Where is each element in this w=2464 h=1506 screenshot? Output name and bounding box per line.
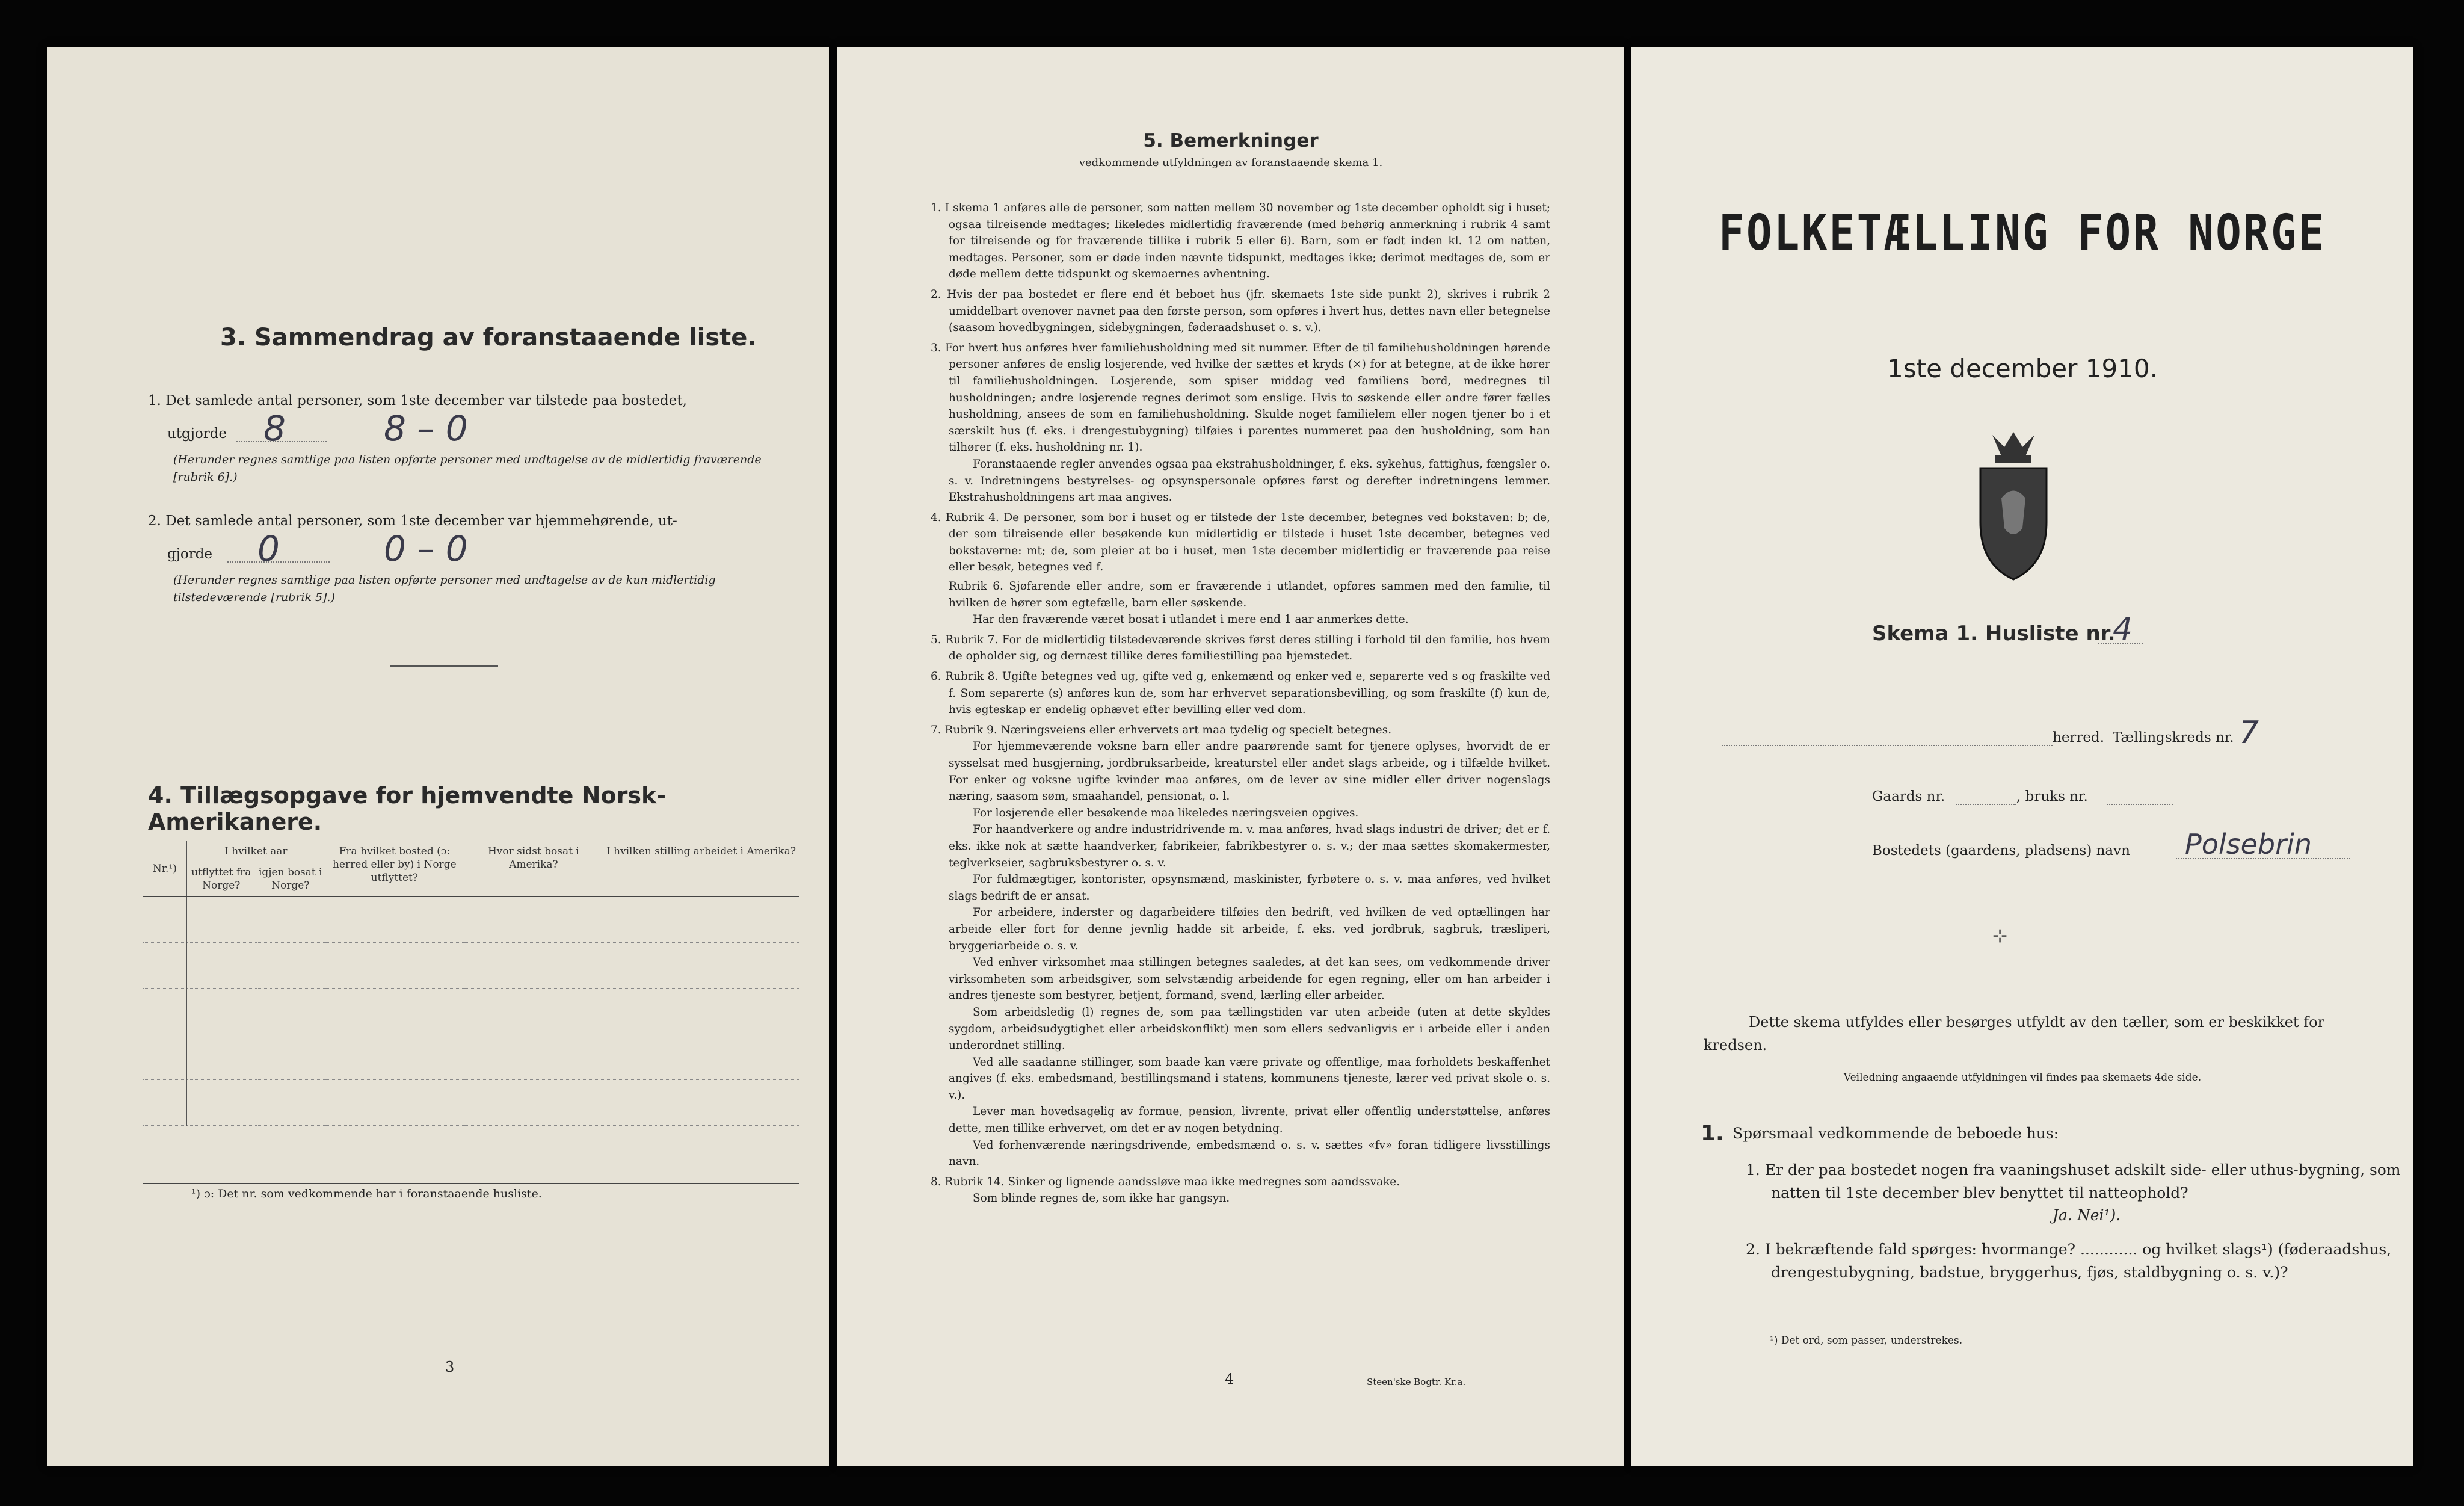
col-occupation: I hvilken stilling arbeidet i Amerika?	[603, 841, 799, 897]
table-cell[interactable]	[603, 943, 799, 989]
handwritten-value: 0	[257, 528, 280, 569]
col-emigrated: utflyttet fra Norge?	[186, 862, 256, 897]
divider	[390, 665, 498, 667]
herred-label: herred.	[2053, 730, 2105, 745]
paragraph: 7. Rubrik 9. Næringsveiens eller erhvervets art maa tydelig og specielt betegnes.	[931, 723, 1392, 736]
table-cell[interactable]	[256, 897, 325, 943]
paragraph: Ved alle saadanne stillinger, som baade kan være private og offentlige, maa forholdets beskaffenhet angives (f. eks. embedsmand, bestillingsmand i statens, kommunens tjeneste, lærer ved privat skole o. s. v.).	[949, 1055, 1550, 1102]
paragraph: Lever man hovedsagelig av formue, pension, livrente, privat eller offentlig understøttelse, anføres dette, men tillike erhvervet, om det er av nogen betydning.	[949, 1105, 1550, 1135]
paragraph: Foranstaaende regler anvendes ogsaa paa ekstrahusholdninger, f. eks. sykehus, fattighus, fængsler o. s. v. Indretningens bestyrelses- og opsynspersonale opføres først og derefter indretningens lemmer. Ekstrahusholdningens art maa angives.	[949, 457, 1550, 504]
table-cell[interactable]	[143, 943, 186, 989]
questions-heading: Spørsmaal vedkommende de beboede hus:	[1732, 1125, 2059, 1142]
herred-fill-line[interactable]	[1722, 745, 2053, 746]
col-nr: Nr.¹)	[143, 841, 186, 897]
gaards-label: Gaards nr.	[1872, 789, 1945, 804]
bemerkninger-subtitle: vedkommende utfyldningen av foranstaaende skema 1.	[1079, 156, 1383, 169]
norsk-amerikanere-table	[143, 841, 799, 1126]
table-row	[143, 1080, 799, 1126]
paragraph: 5. Rubrik 7. For de midlertidig tilstedeværende skrives først deres stilling i forhold til den familie, hos hvem de opholder sig, og dernæst tillike deres familiestilling paa hjemstedet.	[931, 633, 1550, 663]
paragraph: Ved forhenværende næringsdrivende, embedsmænd o. s. v. sættes «fv» foran tidligere livsstillings navn.	[949, 1138, 1550, 1168]
table-cell[interactable]	[603, 897, 799, 943]
table-cell[interactable]	[325, 1080, 464, 1126]
bosted-value[interactable]: Polsebrin	[2185, 828, 2312, 860]
bemerkninger-title: 5. Bemerkninger	[1143, 130, 1319, 152]
table-cell[interactable]	[256, 1034, 325, 1080]
table-row	[143, 943, 799, 989]
table-cell[interactable]	[143, 1034, 186, 1080]
paragraph: For haandverkere og andre industridrivende m. v. maa anføres, hvad slags industri de driver; det er f. eks. ikke nok at sætte haandverker, fabrikeier, fabrikbestyrer o. s. v.; der maa sættes skomakermester, teglverkseier, sagbruksbestyrer o. s. v.	[949, 823, 1550, 869]
question-2: 2. I bekræftende fald spørges: hvormange? ............ og hvilket slags¹) (føderaadshus, drengestubygning, badstue, bryggerhus, fjøs, staldbygning o. s. v.)?	[1746, 1241, 2392, 1281]
handwritten-value: 0 – 0	[384, 528, 468, 569]
sum-item1-note: (Herunder regnes samtlige paa listen opførte personer med undtagelse av de midlertidig fraværende [rubrik 6].)	[173, 453, 762, 484]
coat-of-arms-icon	[1968, 432, 2059, 582]
table-cell[interactable]	[464, 1080, 603, 1126]
bruks-label: , bruks nr.	[2016, 789, 2088, 804]
col-last-residence: Hvor sidst bosat i Amerika?	[464, 841, 603, 897]
sum-item1-text: 1. Det samlede antal personer, som 1ste december var tilstede paa bostedet,	[148, 393, 687, 409]
paragraph: For losjerende eller besøkende maa likeledes næringsveien opgives.	[973, 806, 1359, 819]
middle-page	[837, 47, 1624, 1466]
col-group-year: I hvilket aar	[186, 841, 325, 862]
col-returned: igjen bosat i Norge?	[256, 862, 325, 897]
paragraph: 8. Rubrik 14. Sinker og lignende aandssløve maa ikke medregnes som aandssvake.	[931, 1175, 1400, 1188]
table-cell[interactable]	[256, 1080, 325, 1126]
table-cell[interactable]	[186, 1080, 256, 1126]
col-from-place: Fra hvilket bosted (ɔ: herred eller by) i Norge utflyttet?	[325, 841, 464, 897]
table-cell[interactable]	[325, 897, 464, 943]
page-number: 3	[445, 1359, 455, 1375]
table-cell[interactable]	[603, 1080, 799, 1126]
table-cell[interactable]	[603, 1034, 799, 1080]
table-row	[143, 989, 799, 1034]
table-row	[143, 1034, 799, 1080]
questions-number: 1.	[1701, 1121, 1724, 1146]
bemerkninger-body	[931, 200, 1550, 1207]
section3-title: 3. Sammendrag av foranstaaende liste.	[220, 324, 757, 351]
paragraph: 1. I skema 1 anføres alle de personer, som natten mellem 30 november og 1ste december opholdt sig i huset; ogsaa tilreisende medtages; likeledes midlertidig fraværende (med behørig anmerkning i rubrik 4 samt for tilreisende og for fraværende tillike i rubrik 5 eller 6). Barn, som er født inden kl. 12 om natten, medtages. Personer, som er døde inden nævnte tidspunkt, medtages ikke; derimot medtages de, som er døde mellem dette tidspunkt og skemaernes avhentning.	[931, 202, 1550, 281]
table-cell[interactable]	[464, 943, 603, 989]
table-cell[interactable]	[325, 989, 464, 1034]
paragraph: Har den fraværende været bosat i utlandet i mere end 1 aar anmerkes dette.	[973, 613, 1409, 626]
table-cell[interactable]	[186, 989, 256, 1034]
veiledning-text: Veiledning angaaende utfyldningen vil findes paa skemaets 4de side.	[1843, 1072, 2202, 1084]
table-cell[interactable]	[603, 989, 799, 1034]
table-cell[interactable]	[186, 943, 256, 989]
paragraph: 6. Rubrik 8. Ugifte betegnes ved ug, gifte ved g, enkemænd og enker ved e, separerte ved s og fraskilte ved f. Som separerte (s) anføres kun de, som har erhvervet separationsbevilling, og som fraskilte (f) kun de, hvis egteskap er endelig ophævet efter bevilling eller ved dom.	[931, 670, 1550, 717]
left-page	[47, 47, 829, 1466]
table-bottom-rule	[143, 1183, 799, 1184]
table-cell[interactable]	[325, 943, 464, 989]
table-cell[interactable]	[464, 989, 603, 1034]
schema-label: Skema 1. Husliste nr.	[1872, 622, 2116, 646]
right-footnote: ¹) Det ord, som passer, understrekes.	[1770, 1335, 1963, 1347]
handwritten-value: 8	[263, 408, 286, 449]
right-page	[1631, 47, 2413, 1466]
paragraph: For fuldmægtiger, kontorister, opsynsmænd, maskinister, fyrbøtere o. s. v. maa anføres, ved hvilket slags bedrift de er ansat.	[949, 873, 1550, 903]
printer-mark: Steen'ske Bogtr. Kr.a.	[1367, 1377, 1466, 1387]
question-1-answer[interactable]: Ja. Nei¹).	[2053, 1206, 2121, 1224]
sum-item2-note: (Herunder regnes samtlige paa listen opførte personer med undtagelse av de kun midlertidig tilstedeværende [rubrik 5].)	[173, 573, 716, 604]
kreds-nr-value[interactable]: 7	[2239, 715, 2259, 751]
handwritten-value: 8 – 0	[384, 408, 468, 449]
table-cell[interactable]	[143, 897, 186, 943]
sum-item1-label: utgjorde	[167, 426, 227, 442]
table-row	[143, 897, 799, 943]
kreds-label: Tællingskreds nr.	[2113, 730, 2234, 745]
section4-title: 4. Tillægsopgave for hjemvendte Norsk-Amerikanere.	[148, 782, 666, 835]
gaards-fill-line[interactable]	[1956, 804, 2016, 805]
table-cell[interactable]	[464, 897, 603, 943]
table-cell[interactable]	[143, 1080, 186, 1126]
paragraph: Som arbeidsledig (l) regnes de, som paa tællingstiden var uten arbeide (uten at dette skyldes sygdom, arbeidsudygtighet eller arbeidskonflikt) men som ellers sedvanligvis er i arbeide eller i anden underordnet stilling.	[949, 1005, 1550, 1052]
sum-item2-text: 2. Det samlede antal personer, som 1ste december var hjemmehørende, ut-	[148, 513, 677, 529]
census-title: FOLKETÆLLING FOR NORGE	[1719, 205, 2326, 262]
table-cell[interactable]	[186, 897, 256, 943]
paragraph: For hjemmeværende voksne barn eller andre paarørende samt for tjenere oplyses, hvorvidt de er sysselsat med husgjerning, jordbruksarbeide, kreaturstel eller andet slags arbeide, og i tilfælde hvilket. For enker og voksne ugifte kvinder maa anføres, om de lever av sine midler eller driver nogenslags næring, saasom søm, smaahandel, pensionat, o. l.	[949, 740, 1550, 803]
section4-footnote: ¹) ɔ: Det nr. som vedkommende har i foranstaaende husliste.	[191, 1187, 542, 1200]
table-cell[interactable]	[143, 989, 186, 1034]
ornament: ⊹	[1992, 925, 2008, 946]
table-cell[interactable]	[464, 1034, 603, 1080]
table-cell[interactable]	[256, 943, 325, 989]
bruks-fill-line[interactable]	[2107, 804, 2173, 805]
table-cell[interactable]	[186, 1034, 256, 1080]
paragraph: Ved enhver virksomhet maa stillingen betegnes saaledes, at det kan sees, om vedkommende driver virksomheten som arbeidsgiver, som selvstændig arbeidende for egen regning, eller om han arbeider i andres tjeneste som bestyrer, betjent, formand, svend, lærling eller arbeider.	[949, 956, 1550, 1002]
husliste-nr-value[interactable]: 4	[2113, 611, 2133, 647]
table-cell[interactable]	[325, 1034, 464, 1080]
page-number: 4	[1225, 1371, 1234, 1387]
instruction-text: Dette skema utfyldes eller besørges utfyldt av den tæller, som er beskikket for kredsen.	[1704, 1014, 2325, 1054]
paragraph: Som blinde regnes de, som ikke har gangsyn.	[973, 1192, 1230, 1205]
paragraph: For arbeidere, inderster og dagarbeidere tilføies den bedrift, ved hvilken de ved optællingen har arbeide eller fort for denne jevnlig hadde sit arbeide, f. eks. ved jordbruk, sagbruk, træsliperi, bryggeriarbeide o. s. v.	[949, 906, 1550, 952]
paragraph: 3. For hvert hus anføres hver familiehusholdning med sit nummer. Efter de til familiehusholdningen hørende personer anføres de enslig losjerende, ved hvilke der sættes et kryds (×) for at betegne, at de ikke hører til familiehusholdningen. Losjerende, som spiser middag ved familiens bord, medregnes til husholdningen; andre losjerende regnes derimot som enslige. Hvis to søskende eller andre fører fælles husholdning, ansees de som en familiehusholdning. Skulde noget familielem eller nogen tjener bo i et særskilt hus (f. eks. i drengestubygning) tilføies i parentes nummeret paa den husholdning, som han tilhører (f. eks. husholdning nr. 1).	[931, 341, 1550, 454]
paragraph: Rubrik 6. Sjøfarende eller andre, som er fraværende i utlandet, opføres sammen med den familie, til hvilken de hører som egtefælle, barn eller søskende.	[949, 580, 1550, 609]
paragraph: 4. Rubrik 4. De personer, som bor i huset og er tilstede der 1ste december, betegnes ved bokstaven: b; de, der som tilreisende eller besøkende kun midlertidig er tilstede i huset 1ste december, betegnes ved bokstaverne: mt; de, som pleier at bo i huset, men 1ste december midlertidig er fraværende paa reise eller besøk, betegnes ved f.	[931, 511, 1550, 574]
bosted-label: Bostedets (gaardens, pladsens) navn	[1872, 843, 2130, 859]
question-1: 1. Er der paa bostedet nogen fra vaaningshuset adskilt side- eller uthus-bygning, som natten til 1ste december blev benyttet til natteophold?	[1746, 1161, 2401, 1202]
paragraph: 2. Hvis der paa bostedet er flere end ét beboet hus (jfr. skemaets 1ste side punkt 2), skrives i rubrik 2 umiddelbart ovenover navnet paa den første person, som opføres i hvert hus, dettes navn eller betegnelse (saasom hovedbygningen, sidebygningen, føderaadshuset o. s. v.).	[931, 288, 1550, 335]
sum-item2-label: gjorde	[167, 546, 213, 562]
census-date: 1ste december 1910.	[1887, 354, 2158, 383]
table-cell[interactable]	[256, 989, 325, 1034]
